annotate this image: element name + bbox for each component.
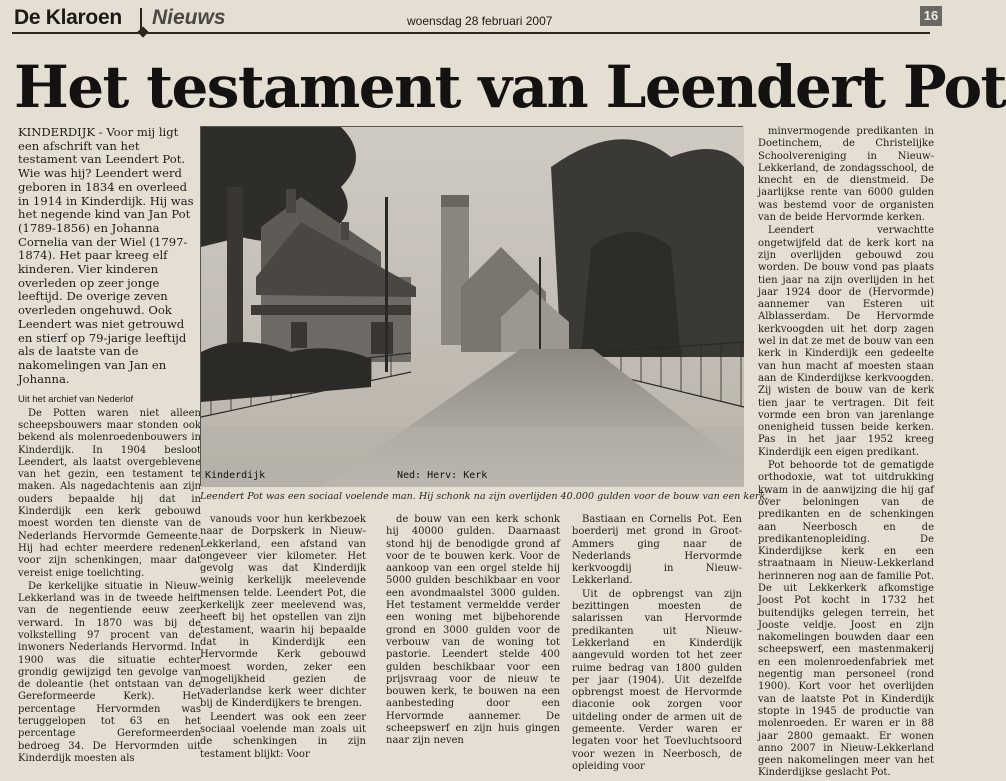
page-number: 16	[920, 6, 942, 26]
column-3	[386, 514, 560, 749]
paragraph: Leendert verwachtte ongetwijfeld dat de kerk kort na zijn overlijden gebouwd zou worden. De bouw vond pas plaats tien jaar na zijn overlijden in het jaar 1924 door de (Hervormde) aannemer van Esteren uit Alblasserdam. De Hervormde kerkvoogden uit het dorp zagen wel in dat ze met de bouw van een kerk in Kinderdijk een gedeelte van hun macht af moesten staan aan de Kinderdijkse kerkvoogden. Zij wisten de bouw van de kerk tien jaar te vertragen. Dit feit vormde een bron van jarenlange onenigheid tussen beide kerken. Pas in het jaar 1952 kreeg Kinderdijk een eigen predikant.	[758, 225, 934, 458]
newspaper-name: De Klaroen	[14, 6, 122, 29]
photo-label-church: Ned: Herv: Kerk	[397, 470, 488, 481]
church-photo	[200, 126, 743, 486]
section-name: Nieuws	[152, 6, 226, 29]
paragraph: vanouds voor hun kerkbezoek naar de Dorpskerk in Nieuw-Lekkerland, een afstand van ongeveer vier kilometer. Het gevolg was dat Kinderdijk weinig kerkelijk meelevende mensen telde. Leendert Pot, die kerkelijk zeer meelevend was, heeft bij het opstellen van zijn testament, waarin hij bepaalde dat in Kinderdijk een Hervormde Kerk gebouwd moest worden, zeker een mogelijkheid gezien de vaderlandse kerk weer dichter bij de Kinderdijkers te brengen.	[200, 514, 366, 710]
photo-label-location: Kinderdijk	[205, 470, 266, 481]
paragraph: Pot behoorde tot de gematigde orthodoxie, wat tot uitdrukking kwam in de aanwijzing die hij gaf over beloningen van de predikanten en de schenkingen aan Neerbosch en de predikantenopleiding. De Kinderdijkse kerk en een straatnaam in Nieuw-Lekkerland herinneren nog aan de familie Pot. De uit Lekkerkerk afkomstige Joost Pot kocht in 1732 het buitendijks gelegen terrein, het Jooste veldje. Joost en zijn nakomelingen bouwden daar een scheepswerf, een mastenmakerij en een molenroedenfabriek met negentig man personeel (rond 1900). Kort voor het overlijden van de laatste Pot in Kinderdijk stopte in 1945 de productie van molenroeden. Er waren er in 88 jaar 2800 gemaakt. Er wonen anno 2007 in Nieuw-Lekkerland geen nakomelingen meer van het Kinderdijkse geslacht Pot.	[758, 460, 934, 779]
article-headline: Het testament van Leendert Pot	[14, 53, 1006, 121]
church-photo-image	[201, 127, 744, 487]
column-4	[572, 514, 742, 774]
article-intro: KINDERDIJK - Voor mij ligt een afschrift van het testament van Leendert Pot. Wie was hij? Leendert werd geboren in 1834 en overleed in 1914 in Kinderdijk. Hij was het negende kind van Jan Pot (1789-1856) en Johanna Cornelia van der Wiel (1797-1874). Het paar kreeg elf kinderen. Vier kinderen overleden op zeer jonge leeftijd. De overige zeven overleden ongehuwd. Ook Leendert was niet getrouwd en stierf op 79-jarige leeftijd als de laatste van de nakomelingen van Jan en Johanna.	[18, 125, 194, 386]
issue-date: woensdag 28 februari 2007	[407, 14, 553, 28]
paragraph: de bouw van een kerk schonk hij 40000 gulden. Daarnaast stond hij de benodigde grond af voor de te bouwen kerk. Voor de aankoop van een orgel stelde hij 5000 gulden beschikbaar en voor een avondmaalstel 3000 gulden. Het testament vermeldde verder een woning met bijbehorende grond en 3000 gulden voor de verbouw van de woning tot pastorie. Leendert stelde 400 gulden beschikbaar voor een prijsvraag voor de nieuw te bouwen kerk, te bouwen na een aanbesteding door een Hervormde aannemer. De scheepswerf en zijn huis gingen naar zijn neven	[386, 514, 560, 747]
masthead	[12, 6, 939, 34]
author-credit: Uit het archief van Nederlof	[18, 394, 134, 406]
paragraph: Leendert was ook een zeer sociaal voelende man zoals uit de schenkingen in zijn testament blijkt: Voor	[200, 711, 366, 760]
paragraph: minvermogende predikanten in Doetinchem, de Christelijke Schoolvereniging in Nieuw-Lekkerland, de zondagsschool, de knecht en de dienstmeid. De jaarlijkse rente van 6000 gulden was bestemd voor de organisten van de beide Hervormde kerken.	[758, 126, 934, 224]
paragraph: De kerkelijke situatie in Nieuw-Lekkerland was in de tweede helft van de negentiende eeuw zeer verward. In 1870 was bij de volkstelling 97 procent van de inwoners Nederlands Hervormd. In 1900 was die situatie echter grondig gewijzigd ten gevolge van de doleantie (het ontstaan van de Gereformeerde Kerk). Het percentage Hervormden was teruggelopen tot 63 en het percentage Gereformeerden bedroeg 34. De Hervormden uit Kinderdijk moesten als	[18, 580, 201, 764]
paragraph: Uit de opbrengst van zijn bezittingen moesten de salarissen van Hervormde predikanten uit Nieuw-Lekkerland en Kinderdijk aangevuld worden tot het zeer ruime bedrag van 1800 gulden per jaar (1904). Uit dezelfde opbrengst moest de Hervormde diaconie ook zorgen voor uitdeling onder de armen uit de gemeente. Verder waren er legaten voor het Toevluchtsoord voor wezen in Neerbosch, de opleiding voor	[572, 588, 742, 772]
column-2	[200, 514, 366, 762]
paragraph: De Potten waren niet alleen scheepsbouwers maar stonden ook bekend als molenroedenbouwers in Kinderdijk. In 1904 besloot Leendert, als laatst overgeblevene van het gezin, een testament te maken. Als nagedachtenis aan zijn ouders bepaalde hij dat in Kinderdijk een kerk gebouwd moest worden ten dienste van de Nederlands Hervormde Gemeente. Hij had echter meerdere redenen voor zijn schenkingen, maar dat vereist enige toelichting.	[18, 407, 201, 579]
column-5	[758, 126, 934, 781]
paragraph: Bastiaan en Cornelis Pot. Een boerderij met grond in Groot-Ammers ging naar de Nederlands Hervormde kerkvoogdij in Nieuw-Lekkerland.	[572, 514, 742, 587]
photo-caption: Leendert Pot was een sociaal voelende man. Hij schonk na zijn overlijden 40.000 gulden voor de bouw van een kerk.	[200, 491, 769, 502]
column-1	[18, 126, 201, 766]
